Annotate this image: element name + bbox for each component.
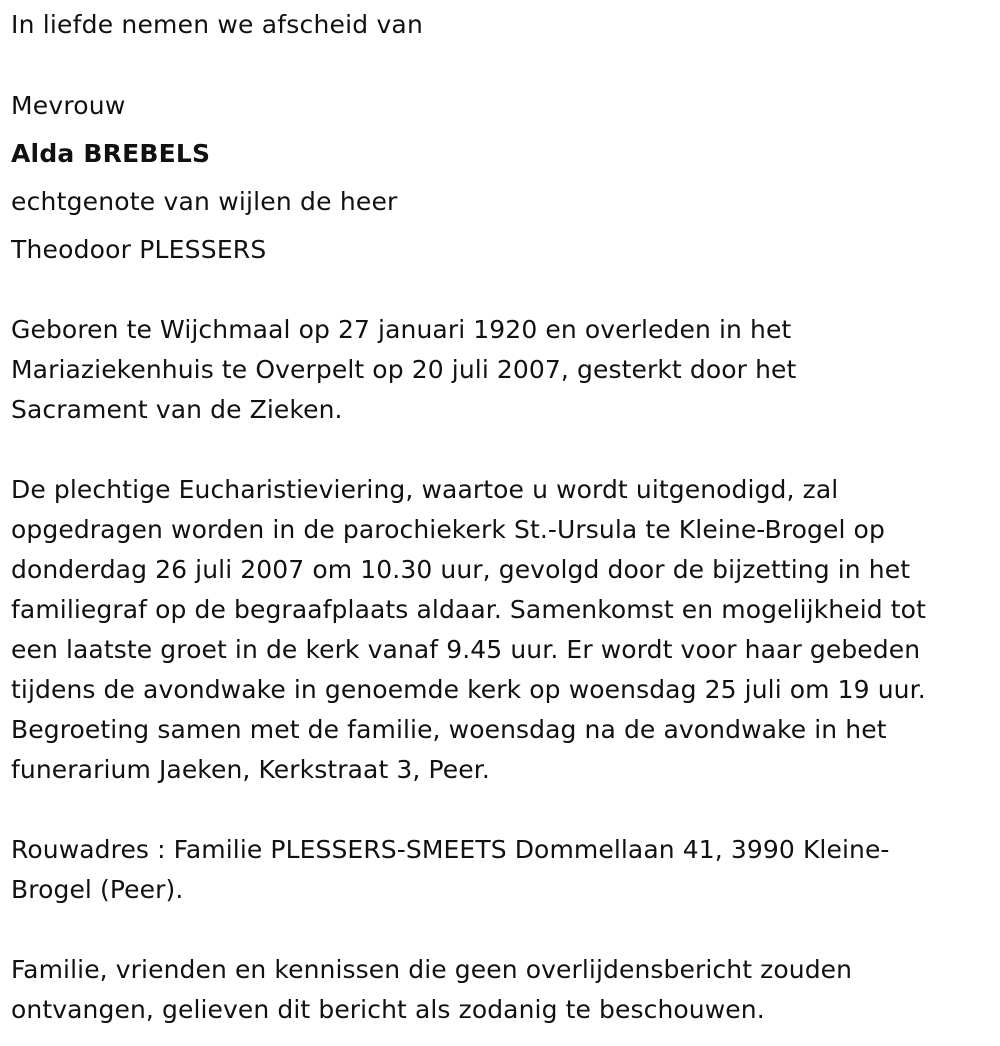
address-paragraph xyxy=(11,830,993,910)
closing-paragraph xyxy=(11,950,993,1030)
paragraph-line: Familie, vrienden en kennissen die geen overlijdensbericht zouden xyxy=(11,955,853,984)
paragraph-line: tijdens de avondwake in genoemde kerk op woensdag 25 juli om 19 uur. xyxy=(11,675,926,704)
birth-death-paragraph xyxy=(11,310,993,430)
intro-text: In liefde nemen we afscheid van xyxy=(11,10,423,39)
ceremony-paragraph xyxy=(11,470,993,790)
paragraph-line: Geboren te Wijchmaal op 27 januari 1920 en overleden in het xyxy=(11,315,792,344)
paragraph-line: een laatste groet in de kerk vanaf 9.45 uur. Er wordt voor haar gebeden xyxy=(11,635,921,664)
paragraph-line: Rouwadres : Familie PLESSERS-SMEETS Dommellaan 41, 3990 Kleine- xyxy=(11,835,890,864)
paragraph-line: ontvangen, gelieven dit bericht als zodanig te beschouwen. xyxy=(11,995,765,1024)
paragraph-line: opgedragen worden in de parochiekerk St.-Ursula te Kleine-Brogel op xyxy=(11,515,885,544)
paragraph-line: funerarium Jaeken, Kerkstraat 3, Peer. xyxy=(11,755,490,784)
title-text: Mevrouw xyxy=(11,91,126,120)
paragraph-line: Mariaziekenhuis te Overpelt op 20 juli 2007, gesterkt door het xyxy=(11,355,797,384)
deceased-name: Alda BREBELS xyxy=(11,139,211,168)
paragraph-line: Begroeting samen met de familie, woensdag na de avondwake in het xyxy=(11,715,887,744)
paragraph-line: De plechtige Eucharistieviering, waartoe u wordt uitgenodigd, zal xyxy=(11,475,839,504)
paragraph-line: Sacrament van de Zieken. xyxy=(11,395,343,424)
relation-text: echtgenote van wijlen de heer xyxy=(11,187,398,216)
paragraph-line: donderdag 26 juli 2007 om 10.30 uur, gevolgd door de bijzetting in het xyxy=(11,555,911,584)
paragraph-line: familiegraf op de begraafplaats aldaar. Samenkomst en mogelijkheid tot xyxy=(11,595,926,624)
paragraph-line: Brogel (Peer). xyxy=(11,875,184,904)
spouse-name: Theodoor PLESSERS xyxy=(11,235,267,264)
